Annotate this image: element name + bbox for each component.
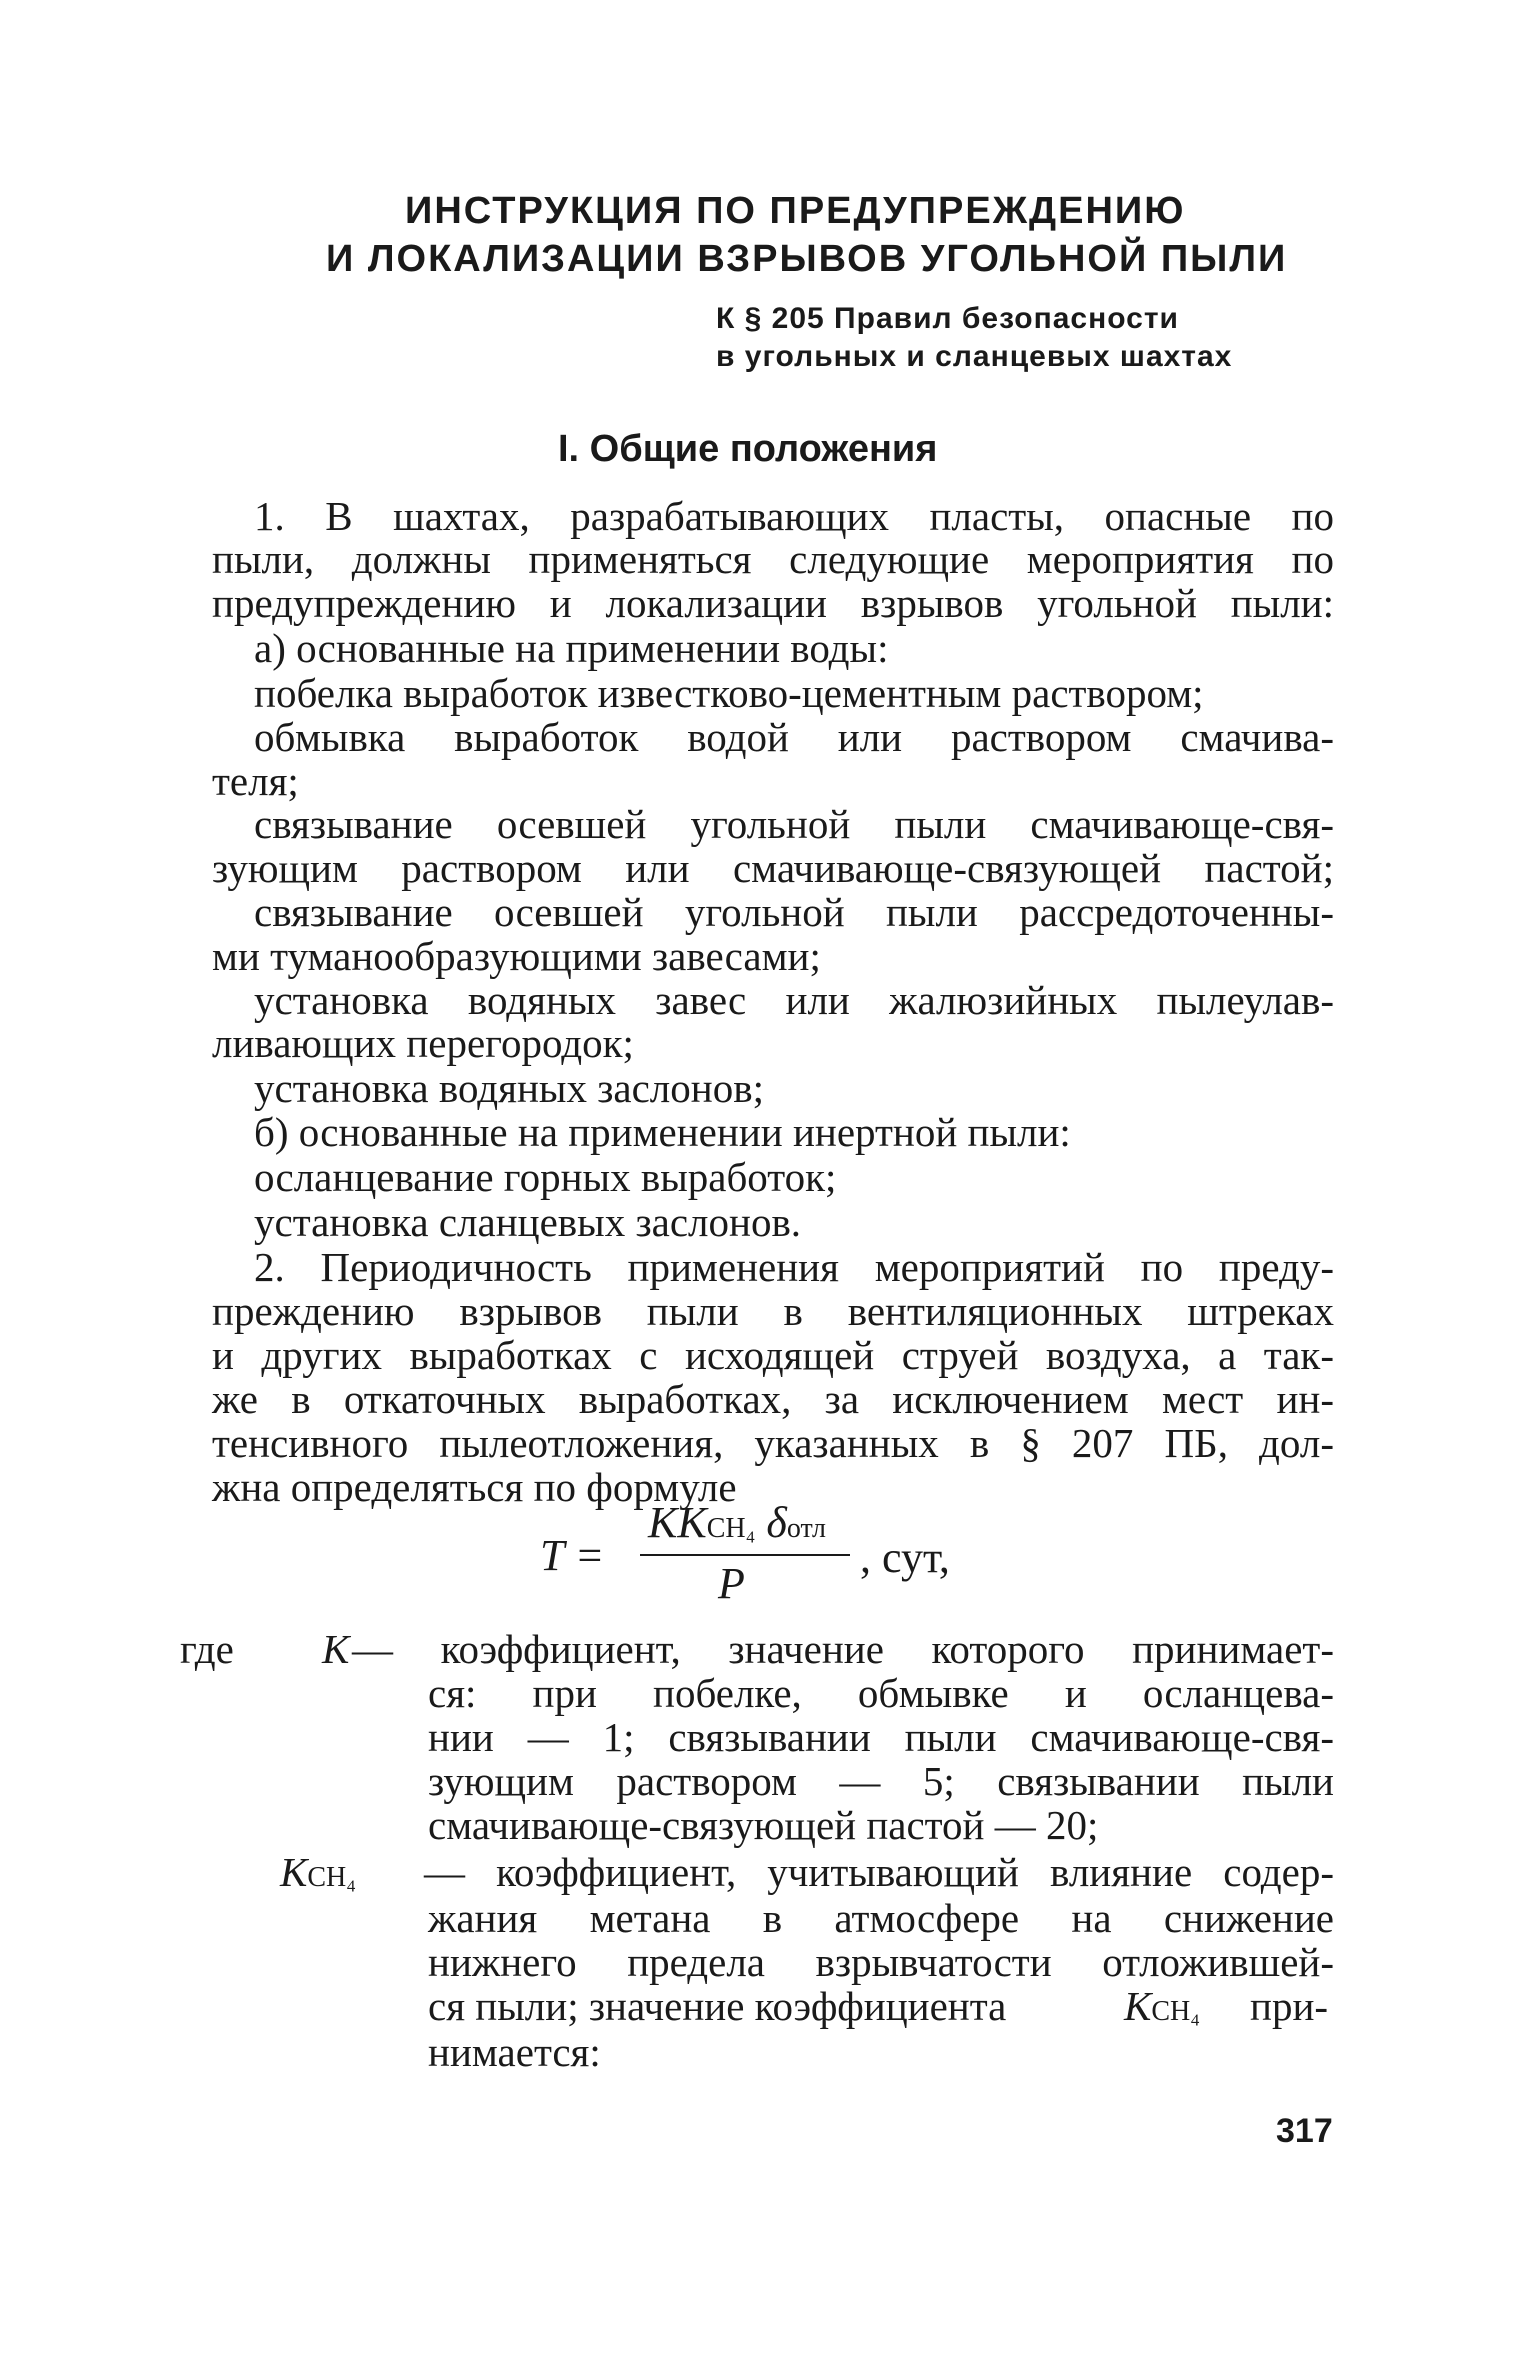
body-line: ливающих перегородок; <box>212 1020 634 1066</box>
definition-line: нимается: <box>428 2029 601 2075</box>
definition-line: жания метана в атмосфере на снижение <box>428 1895 1334 1941</box>
body-line: тенсивного пылеотложения, указанных в § 207 ПБ, дол- <box>212 1420 1334 1466</box>
body-line: установка водяных заслонов; <box>254 1065 764 1111</box>
body-line: теля; <box>212 758 299 804</box>
body-line: 1. В шахтах, разрабатывающих пласты, опасные по <box>254 493 1334 539</box>
where-label: где <box>180 1626 234 1672</box>
definition-line: — коэффициент, значение которого принимает- <box>352 1626 1334 1672</box>
body-line: связывание осевшей угольной пыли смачивающе-свя- <box>254 801 1334 847</box>
formula-subscript-ch4: CH₄ <box>706 1513 756 1544</box>
body-line: зующим раствором или смачивающе-связующей пастой; <box>212 845 1334 891</box>
body-line: 2. Периодичность применения мероприятий по преду- <box>254 1244 1334 1290</box>
body-line: обмывка выработок водой или раствором смачива- <box>254 714 1334 760</box>
rule-reference-line-1: К § 205 Правил безопасности <box>716 302 1179 335</box>
definition-line: — коэффициент, учитывающий влияние содер- <box>424 1849 1334 1895</box>
definition-symbol-k: K <box>280 1849 308 1895</box>
body-line: побелка выработок известково-цементным раствором; <box>254 670 1204 716</box>
document-title-line-1: ИНСТРУКЦИЯ ПО ПРЕДУПРЕЖДЕНИЮ <box>405 190 1186 232</box>
body-line: же в откаточных выработках, за исключением мест ин- <box>212 1376 1334 1422</box>
definition-line: нии — 1; связывании пыли смачивающе-свя- <box>428 1714 1334 1760</box>
definition-subscript-ch4: CH₄ <box>1151 1996 1201 2027</box>
section-heading: I. Общие положения <box>558 428 938 470</box>
definition-symbol-k: K <box>1124 1983 1152 2029</box>
body-line: установка сланцевых заслонов. <box>254 1199 802 1245</box>
definition-inline-kch4 <box>1124 1984 1200 2034</box>
body-line: установка водяных завес или жалюзийных пылеулав- <box>254 977 1334 1023</box>
body-line: и других выработках с исходящей струей воздуха, а так- <box>212 1332 1334 1378</box>
body-line: пыли, должны применяться следующие мероприятия по <box>212 536 1334 582</box>
definition-symbol-kch4 <box>280 1850 356 1900</box>
body-line: б) основанные на применении инертной пыли: <box>254 1109 1071 1155</box>
definition-line: зующим раствором — 5; связывании пыли <box>428 1758 1334 1804</box>
formula-subscript-otl: отл <box>786 1513 826 1544</box>
formula-symbol-k: KK <box>648 1498 707 1547</box>
formula-denominator: P <box>718 1559 745 1608</box>
fraction-bar <box>640 1554 850 1556</box>
definition-line: ся пыли; значение коэффициента <box>428 1983 1007 2029</box>
formula-unit: , сут, <box>860 1533 950 1582</box>
formula-lhs: T = <box>540 1531 605 1580</box>
body-line: связывание осевшей угольной пыли рассредоточенны- <box>254 889 1334 935</box>
definition-line: смачивающе-связующей пастой — 20; <box>428 1802 1099 1848</box>
definition-line: ся: при побелке, обмывке и осланцева- <box>428 1670 1334 1716</box>
body-line: ми туманообразующими завесами; <box>212 933 821 979</box>
page-number: 317 <box>1276 2112 1333 2150</box>
body-line: осланцевание горных выработок; <box>254 1154 837 1200</box>
definition-symbol-k: K <box>322 1626 350 1672</box>
formula-symbol-delta: δ <box>766 1498 787 1547</box>
definition-subscript-ch4: CH₄ <box>307 1862 357 1893</box>
document-title-line-2: И ЛОКАЛИЗАЦИИ ВЗРЫВОВ УГОЛЬНОЙ ПЫЛИ <box>326 238 1288 280</box>
definition-line: при- <box>1250 1983 1329 2029</box>
formula-numerator <box>648 1497 826 1548</box>
body-line: жна определяться по формуле <box>212 1464 737 1510</box>
body-line: преждению взрывов пыли в вентиляционных штреках <box>212 1288 1334 1334</box>
body-line: предупреждению и локализации взрывов угольной пыли: <box>212 580 1334 626</box>
rule-reference-line-2: в угольных и сланцевых шахтах <box>716 340 1233 373</box>
body-line: а) основанные на применении воды: <box>254 625 889 671</box>
definition-line: нижнего предела взрывчатости отложившей- <box>428 1939 1334 1985</box>
